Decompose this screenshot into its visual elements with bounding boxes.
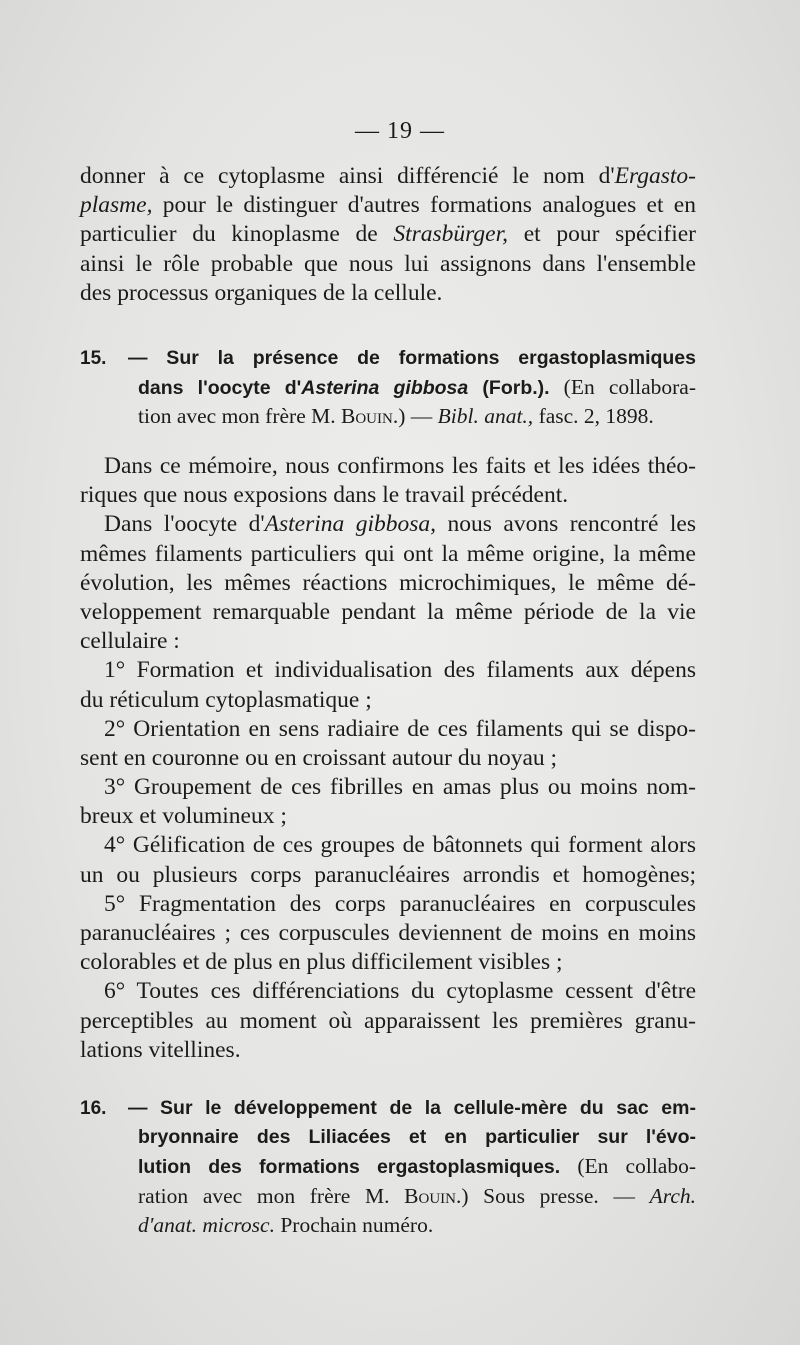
intro-line-1: donner à ce cytoplasme ainsi différencié le nom d'Ergasto- xyxy=(80,163,696,189)
item-5-line-2: paranucléaires ; ces corpuscules deviennent de moins en moins xyxy=(80,920,696,946)
body-p2-line-2: mêmes filaments particuliers qui ont la même origine, la même xyxy=(80,540,696,567)
entry-16-title-line-2: bryonnaire des Liliacées et en particulier sur l'évo- xyxy=(138,1126,696,1149)
body-p2-line-3: évolution, les mêmes réactions microchimiques, le même dé- xyxy=(80,569,696,596)
body-text xyxy=(80,452,696,1065)
item-1-line-1: 1° Formation et individualisation des filaments aux dépens xyxy=(104,657,696,684)
page-number: — 19 — xyxy=(355,118,445,144)
entry-15-title-line-2: dans l'oocyte d'Asterina gibbosa (Forb.). (En collabora- xyxy=(138,375,696,400)
item-3-line-1: 3° Groupement de ces fibrilles en amas plus ou moins nom- xyxy=(104,774,696,801)
item-4-line-1: 4° Gélification de ces groupes de bâtonnets qui forment alors xyxy=(104,832,696,859)
entry-15-number: 15. xyxy=(80,348,107,369)
entry-16-citation-line-2: d'anat. microsc. Prochain numéro. xyxy=(138,1212,434,1237)
item-2-line-2: sent en couronne ou en croissant autour du noyau ; xyxy=(80,744,558,771)
entry-16-title-line-1: — Sur le développement de la cellule-mère du sac em- xyxy=(128,1097,696,1119)
item-4-line-2: un ou plusieurs corps paranucléaires arrondis et homogènes; xyxy=(80,861,696,888)
body-p2-line-1: Dans l'oocyte d'Asterina gibbosa, nous avons rencontré les xyxy=(104,511,697,538)
item-5-line-3: colorables et de plus en plus difficilement visibles ; xyxy=(80,949,563,976)
intro-line-3: particulier du kinoplasme de Strasbürger, et pour spécifier xyxy=(80,221,696,248)
item-6-line-1: 6° Toutes ces différenciations du cytoplasme cessent d'être xyxy=(104,978,696,1005)
item-6-line-2: perceptibles au moment où apparaissent les premières granu- xyxy=(80,1007,696,1034)
item-2-line-1: 2° Orientation en sens radiaire de ces filaments qui se dispo- xyxy=(104,715,696,742)
entry-16-title-line-3: lution des formations ergastoplasmiques. (En collabo- xyxy=(138,1154,696,1179)
entry-16-citation-line-1: ration avec mon frère M. Bouin.) Sous presse. — Arch. xyxy=(138,1183,696,1208)
item-6-line-3: lations vitellines. xyxy=(80,1036,241,1063)
entry-16 xyxy=(80,1094,696,1240)
intro-line-4: ainsi le rôle probable que nous lui assignons dans l'ensemble xyxy=(80,250,696,277)
entry-15-citation: tion avec mon frère M. Bouin.) — Bibl. anat., fasc. 2, 1898. xyxy=(138,404,654,429)
item-1-line-2: du réticulum cytoplasmatique ; xyxy=(80,686,372,713)
entry-16-number: 16. xyxy=(80,1098,107,1119)
intro-line-2: plasme, pour le distinguer d'autres formations analogues et en xyxy=(80,192,696,219)
intro-paragraph xyxy=(80,162,696,308)
body-p2-line-5: cellulaire : xyxy=(80,628,180,655)
entry-15-title-line-1: — Sur la présence de formations ergastoplasmiques xyxy=(128,347,696,369)
body-p1-line-2: riques que nous exposions dans le travail précédent. xyxy=(80,482,569,509)
entry-15 xyxy=(80,344,696,432)
body-p2-line-4: veloppement remarquable pendant la même période de la vie xyxy=(80,598,696,625)
intro-line-5: des processus organiques de la cellule. xyxy=(80,279,443,306)
body-p1-line-1: Dans ce mémoire, nous confirmons les faits et les idées théo- xyxy=(104,453,696,479)
item-5-line-1: 5° Fragmentation des corps paranucléaires en corpuscules xyxy=(104,890,696,917)
item-3-line-2: breux et volumineux ; xyxy=(80,803,287,830)
